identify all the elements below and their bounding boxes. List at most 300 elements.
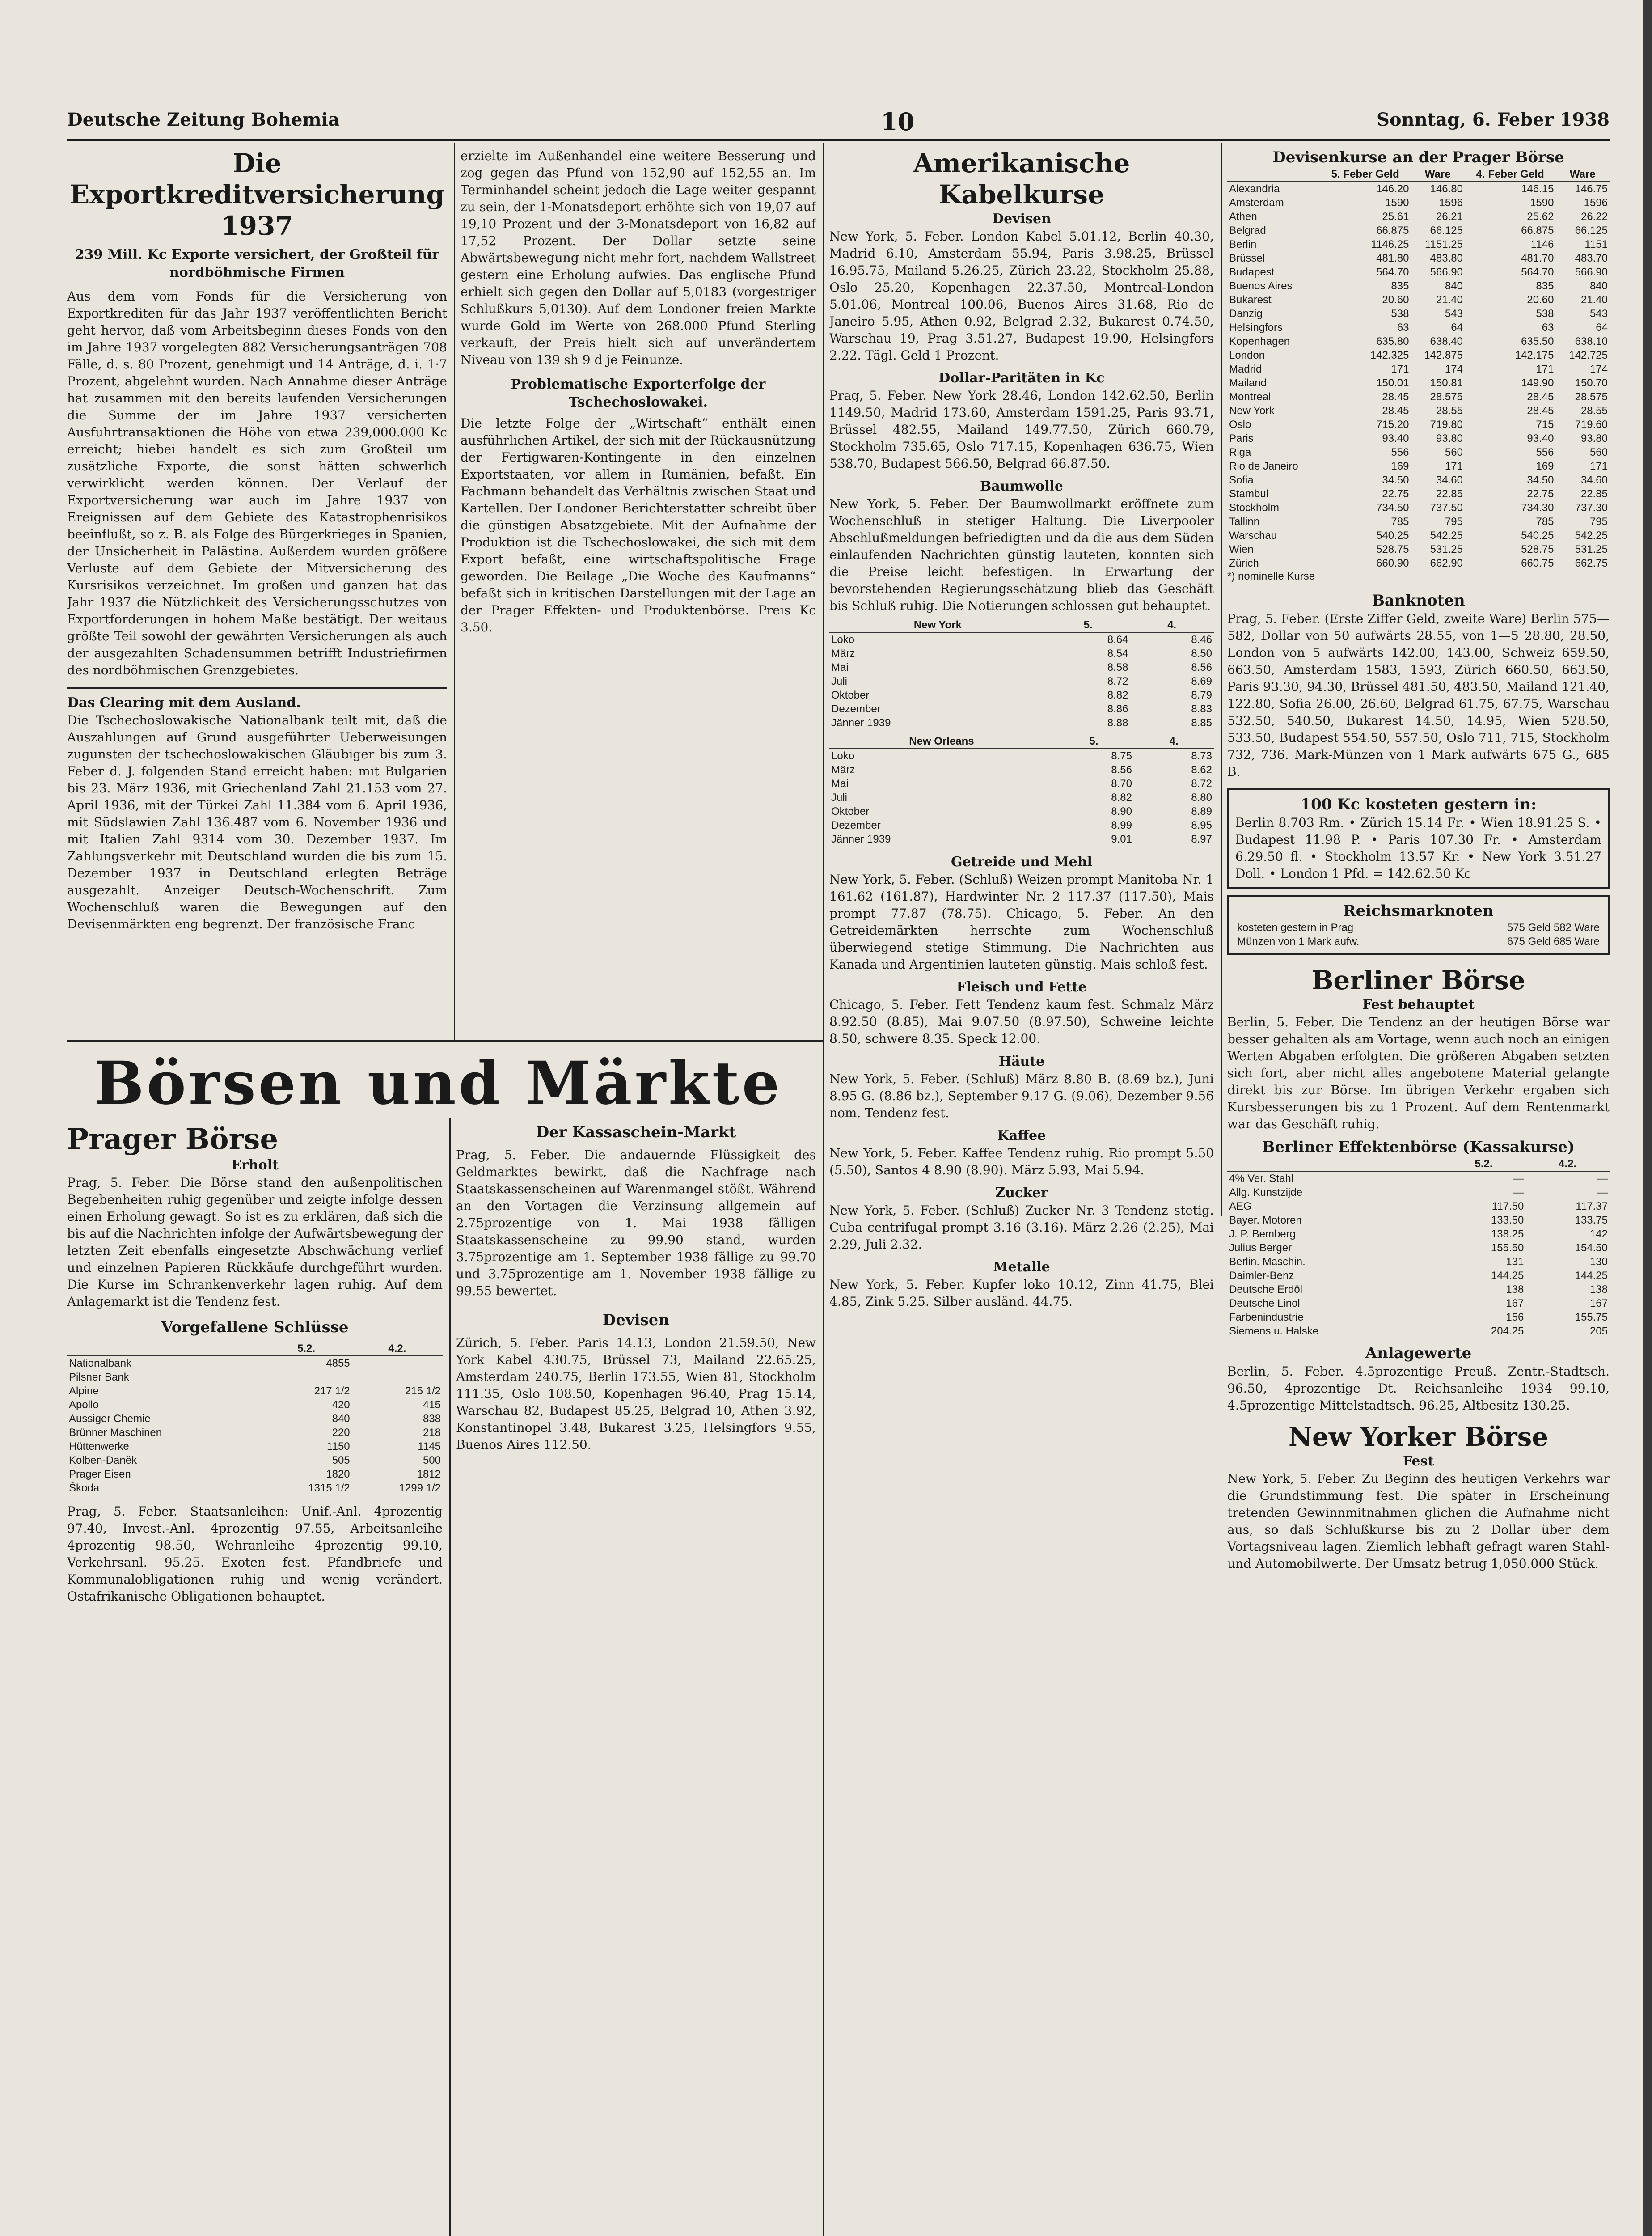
table-cell: 662.75 xyxy=(1575,557,1608,569)
table-cell: 483.80 xyxy=(1430,252,1463,264)
table-row xyxy=(1227,348,1610,362)
article-body: Prag, 5. Feber. Die Börse stand den außenpolitischen Begebenheiten ruhig gegenüber und zeigte infolge dessen einen Erholung gewagt. So ist es zu erklären, daß sich die bis auf die Nachrichten infolge der Aufwärtsbewegung der letzten Zeit ebenfalls eingesetzte Abschwächung verlief und einzelnen Papieren Rückkäufe durchgeführt wurden. Die Kurse im Schrankenverkehr lagen ruhig. Auf dem Anlagemarkt ist die Tendenz fest. xyxy=(67,1175,443,1309)
table-cell: 8.73 xyxy=(1191,750,1212,762)
table-cell: 34.60 xyxy=(1436,474,1463,486)
table-row xyxy=(829,777,1214,791)
table-row xyxy=(67,1426,443,1440)
table-cell: Zürich xyxy=(1229,557,1259,569)
table-cell: 220 xyxy=(332,1427,350,1439)
table-row xyxy=(1227,1324,1610,1338)
table-header: 5. Feber Geld xyxy=(1320,167,1411,182)
table-cell: 150.01 xyxy=(1376,377,1409,389)
table-cell: 8.85 xyxy=(1191,717,1212,729)
table-row xyxy=(1227,1269,1610,1283)
table-header: New York xyxy=(829,618,1046,632)
table-cell: 142.875 xyxy=(1424,349,1463,361)
table-row xyxy=(829,791,1214,805)
table-cell: Amsterdam xyxy=(1229,197,1284,209)
table-cell: 28.55 xyxy=(1580,405,1608,417)
table-cell: 719.80 xyxy=(1430,419,1463,431)
table-cell: 785 xyxy=(1536,516,1554,528)
table-cell: 8.75 xyxy=(1111,750,1132,762)
table-cell: Mai xyxy=(831,778,849,790)
article-export-insurance xyxy=(67,148,447,1038)
article-body: Berlin, 5. Feber. Die Tendenz an der heutigen Börse war besser gehalten als am Vortage, wenn auch noch an einigen Werten Abgaben erfolgten. Die größeren Abgaben setzten sich fort, aber nicht alles angebotene Material gelangte direkt bis zur Börse. Im übrigen Verkehr ergaben sich Kursbesserungen bis zu 1 Prozent. Auf dem Rentenmarkt war das Geschäft ruhig. xyxy=(1227,1015,1610,1131)
article-body: New York, 5. Feber. (Schluß) Weizen prompt Manitoba Nr. 1 161.62 (161.87), Hardwinter Nr. 2 117.37 (117.50), Mais prompt 77.87 (78.75). Chicago, 5. Feber. An den Getreidemärkten herrschte zum Wochenschluß überwiegend stetige Stimmung. Die Nachrichten aus Kanada und Argentinien lauteten günstig. Mais schloß fest. xyxy=(829,872,1214,972)
table-cell: 838 xyxy=(423,1413,441,1425)
table-cell: Juli xyxy=(831,675,848,687)
table-cell: — xyxy=(1597,1173,1608,1185)
table-row xyxy=(1227,237,1610,251)
table-cell: 638.40 xyxy=(1430,335,1463,347)
table-cell: 1590 xyxy=(1385,197,1409,209)
cotton-newyork-table xyxy=(829,618,1214,730)
table-cell: Budapest xyxy=(1229,266,1275,278)
table-cell: Deutsche Erdöl xyxy=(1229,1283,1303,1296)
table-cell: 556 xyxy=(1391,446,1409,458)
table-row xyxy=(1227,432,1610,445)
table-cell: 155.75 xyxy=(1575,1311,1608,1323)
table-cell: Juli xyxy=(831,792,848,804)
table-row xyxy=(1227,321,1610,335)
table-cell: 538 xyxy=(1536,308,1554,320)
table-cell: Loko xyxy=(831,634,855,646)
table-cell: 154.50 xyxy=(1575,1242,1608,1254)
table-cell: 25.61 xyxy=(1382,211,1409,223)
table-row xyxy=(1227,1171,1610,1186)
sub-title: Zucker xyxy=(995,1185,1048,1201)
table-row xyxy=(1227,307,1610,321)
table-cell: Aussiger Chemie xyxy=(69,1413,151,1425)
table-cell: Belgrad xyxy=(1229,224,1266,237)
table-cell: Stockholm xyxy=(1229,502,1280,514)
table-cell: 174 xyxy=(1589,363,1608,375)
table-cell: Apollo xyxy=(69,1399,99,1411)
table-cell: 133.50 xyxy=(1491,1214,1524,1226)
table-row xyxy=(1227,210,1610,224)
table-cell: 737.50 xyxy=(1430,502,1463,514)
table-cell: 21.40 xyxy=(1580,294,1608,306)
table-cell: 9.01 xyxy=(1111,833,1132,845)
table-row xyxy=(1227,473,1610,487)
table-title: Vorgefallene Schlüsse xyxy=(161,1318,349,1336)
table-row xyxy=(1227,1310,1610,1324)
table-cell: Jänner 1939 xyxy=(831,833,891,845)
column-rule xyxy=(449,1118,451,2236)
table-row xyxy=(1227,196,1610,210)
table-cell: 785 xyxy=(1391,516,1409,528)
sub-title: Fleisch und Fette xyxy=(956,979,1087,995)
article-body: New York, 5. Feber. Zu Beginn des heutigen Verkehrs war die Grundstimmung fest. Die später in Erscheinung tretenden Gewinnmitnahmen glichen die Aufnahme nicht aus, so daß Schlußkurse bis zu 2 Dollar über dem Vortagsniveau lagen. Ziemlich lebhaft gefragt waren Stahl- und Automobilwerte. Der Umsatz betrug 1,050.000 Stück. xyxy=(1227,1471,1610,1571)
table-cell: Kolben-Daněk xyxy=(69,1454,137,1466)
table-cell: Madrid xyxy=(1229,363,1262,375)
table-cell: 1820 xyxy=(326,1468,350,1480)
article-body: New York, 5. Feber. London Kabel 5.01.12, Berlin 40.30, Madrid 6.10, Amsterdam 55.94, Paris 3.98.25, Brüssel 16.95.75, Mailand 5.26.25, Zürich 23.22, Stockholm 25.88, Oslo 25.20, Kopenhagen 22.37.50, Montreal-London 5.01.06, Montreal 100.06, Buenos Aires 31.68, Rio de Janeiro 5.95, Athen 0.92, Belgrad 2.32, Bukarest 0.74.50, Warschau 19, Prag 3.51.27, Budapest 19.90, Helsingfors 2.22. Tägl. Geld 1 Prozent. xyxy=(829,229,1214,363)
section-title: Devisen xyxy=(602,1311,670,1329)
sub-title: Baumwolle xyxy=(980,479,1064,494)
table-cell: Prager Eisen xyxy=(69,1468,131,1480)
table-row xyxy=(1227,362,1610,376)
table-cell: Jänner 1939 xyxy=(831,717,891,729)
table-cell: 1590 xyxy=(1530,197,1554,209)
reichsmark-table xyxy=(1235,921,1601,949)
kassaschein-section xyxy=(456,1122,816,2236)
article-title: Das Clearing mit dem Ausland. xyxy=(67,695,301,711)
sub-title: Devisen xyxy=(992,211,1051,227)
table-row xyxy=(67,1356,443,1370)
table-header: 4. xyxy=(1134,734,1214,749)
table-cell: 8.50 xyxy=(1191,648,1212,660)
article-body: Chicago, 5. Feber. Fett Tendenz kaum fest. Schmalz März 8.92.50 (8.85), Mai 9.07.50 (8.97.50), Schweine leichte 8.50, schwere 8.35. Speck 12.00. xyxy=(829,997,1214,1046)
box-title: Reichsmarknoten xyxy=(1343,902,1494,920)
table-cell: Oslo xyxy=(1229,419,1251,431)
table-row xyxy=(1227,404,1610,418)
table-cell: 28.45 xyxy=(1382,391,1409,403)
article-body: erzielte im Außenhandel eine weitere Besserung und zog gegen das Pfund von 152,90 auf 152,55 an. Im Terminhandel scheint jedoch die Lage weiter gespannt zu sein, der 1-Monatsdeport erhöhte sich von 19,07 auf 19,10 Prozent und der 3-Monatsdeport von 16,82 auf 17,52 Prozent. Der Dollar setzte seine Abwärtsbewegung nicht mehr fort, nachdem Wallstreet gestern eine Erholung aufwies. Das englische Pfund erhielt sich gegen den Dollar auf 5,0183 (vorgestriger Schlußkurs 5,0130). Auf dem Londoner freien Markte wurde Gold im Werte von 268.000 Pfund Sterling verkauft, der Preis hielt sich auf unverändertem Niveau von 139 sh 9 d je Feinunze. xyxy=(461,148,816,367)
table-row xyxy=(829,674,1214,688)
table-row xyxy=(1227,418,1610,432)
table-cell: 660.90 xyxy=(1376,557,1409,569)
table-cell: 66.125 xyxy=(1575,224,1608,237)
section-title: Prager Börse xyxy=(67,1122,279,1156)
table-row xyxy=(1227,487,1610,501)
table-cell xyxy=(261,1370,351,1384)
reichsmark-box xyxy=(1227,895,1610,955)
table-cell: Alexandria xyxy=(1229,183,1280,195)
table-cell: 34.50 xyxy=(1382,474,1409,486)
table-cell: 1146.25 xyxy=(1371,238,1409,250)
table-cell: 93.80 xyxy=(1580,432,1608,445)
table-cell: 8.58 xyxy=(1107,661,1128,673)
table-header: Ware xyxy=(1411,167,1464,182)
table-row xyxy=(1227,390,1610,404)
article-body: New York, 5. Feber. Der Baumwollmarkt eröffnete zum Wochenschluß in stetiger Haltung. Die Liverpooler Abschlußmeldungen befriedigten und da die aus dem Süden einlaufenden Nachrichten günstig lauteten, konnten sich die Preise leicht befestigen. In Erwartung der bevorstehenden Regierungsschätzung blieb das Geschäft bis Schluß ruhig. Die Notierungen schlossen gut behauptet. xyxy=(829,496,1214,613)
table-cell: 540.25 xyxy=(1376,529,1409,542)
table-cell: 22.85 xyxy=(1436,488,1463,500)
table-cell: 21.40 xyxy=(1436,294,1463,306)
table-cell: 8.46 xyxy=(1191,634,1212,646)
table-cell: Münzen von 1 Mark aufw. xyxy=(1237,936,1360,948)
table-cell: 28.45 xyxy=(1382,405,1409,417)
table-cell: 8.97 xyxy=(1191,833,1212,845)
section-title: Banknoten xyxy=(1372,592,1465,610)
table-cell: Tallinn xyxy=(1229,516,1260,528)
sub-title: Metalle xyxy=(993,1259,1050,1275)
table-cell: 575 Geld 582 Ware xyxy=(1507,922,1600,934)
table-cell: 130 xyxy=(1589,1256,1608,1268)
table-cell: 543 xyxy=(1589,308,1608,320)
table-cell: Julius Berger xyxy=(1229,1242,1292,1254)
table-cell: Sofia xyxy=(1229,474,1254,486)
table-row xyxy=(1227,293,1610,307)
table-cell: — xyxy=(1513,1173,1524,1185)
table-cell: J. P. Bemberg xyxy=(1229,1228,1296,1240)
table-cell: 117.50 xyxy=(1491,1200,1524,1212)
table-cell: 22.75 xyxy=(1527,488,1554,500)
table-cell: 142.175 xyxy=(1515,349,1554,361)
section-title: Berliner Börse xyxy=(1311,965,1525,995)
table-cell: 63 xyxy=(1542,322,1554,334)
table-row xyxy=(1227,501,1610,515)
column-rule xyxy=(454,143,455,1042)
table-row xyxy=(1227,529,1610,542)
table-cell: 169 xyxy=(1536,460,1554,472)
table-cell: 171 xyxy=(1589,460,1608,472)
table-cell: 142 xyxy=(1589,1228,1608,1240)
table-cell: 215 1/2 xyxy=(405,1385,441,1397)
article-body: Prag, 5. Feber. New York 28.46, London 142.62.50, Berlin 1149.50, Madrid 173.60, Amsterdam 1591.25, Paris 93.71, Brüssel 482.55, Mailand 149.77.50, Zürich 660.79, Stockholm 735.65, Oslo 717.15, Kopenhagen 636.75, Wien 538.70, Budapest 566.50, Belgrad 66.87.50. xyxy=(829,388,1214,471)
table-row xyxy=(1227,279,1610,293)
article-body: Prag, 5. Feber. Staatsanleihen: Unif.-Anl. 4prozentig 97.40, Invest.-Anl. 4prozentig 97.55, Arbeitsanleihe 4prozentig 98.50, Wehranleihe 4prozentig 99.10, Verkehrsanl. 95.25. Exoten fest. Pfandbriefe und Kommunalobligationen ruhig und wenig verändert. Ostafrikanische Obligationen behauptet. xyxy=(67,1504,443,1604)
table-cell: 66.875 xyxy=(1521,224,1554,237)
table-cell: 566.90 xyxy=(1575,266,1608,278)
table-cell: — xyxy=(1597,1186,1608,1198)
table-cell: 719.60 xyxy=(1575,419,1608,431)
table-cell: Siemens u. Halske xyxy=(1229,1325,1319,1337)
table-cell: Brüssel xyxy=(1229,252,1265,264)
table-row xyxy=(1227,445,1610,459)
table-cell: 8.86 xyxy=(1107,703,1128,715)
table-cell: Dezember xyxy=(831,819,881,831)
column-rule xyxy=(823,143,824,2236)
table-header: Ware xyxy=(1555,167,1610,182)
table-cell: Oktober xyxy=(831,805,870,817)
table-cell: 8.80 xyxy=(1191,792,1212,804)
table-cell: 564.70 xyxy=(1521,266,1554,278)
table-title: Berliner Effektenbörse (Kassakurse) xyxy=(1262,1138,1575,1156)
table-row xyxy=(1227,376,1610,390)
table-row xyxy=(1227,1227,1610,1241)
table-cell: 1151 xyxy=(1584,238,1608,250)
table-cell: 543 xyxy=(1445,308,1463,320)
table-header: New Orleans xyxy=(829,734,1054,749)
article-title: Problematische Exporterfolge der Tschechoslowakei. xyxy=(511,377,766,410)
table-cell: Rio de Janeiro xyxy=(1229,460,1298,472)
table-cell: 542.25 xyxy=(1575,529,1608,542)
table-cell: Daimler-Benz xyxy=(1229,1270,1294,1282)
table-cell: 146.80 xyxy=(1430,183,1463,195)
table-cell: 8.89 xyxy=(1191,805,1212,817)
table-cell: 542.25 xyxy=(1430,529,1463,542)
table-cell: 560 xyxy=(1589,446,1608,458)
table-cell: 64 xyxy=(1451,322,1463,334)
table-cell: 8.56 xyxy=(1191,661,1212,673)
table-cell: Berlin. Maschin. xyxy=(1229,1256,1306,1268)
divider xyxy=(67,687,447,689)
article-body: New York, 5. Feber. (Schluß) März 8.80 B. (8.69 bz.), Juni 8.95 G. (8.86 bz.), September 9.17 G. (9.06), Dezember 9.56 nom. Tendenz fest. xyxy=(829,1071,1214,1120)
sub-title: Kaffee xyxy=(997,1128,1046,1143)
table-cell: 8.56 xyxy=(1111,764,1132,776)
article-body: New York, 5. Feber. Kaffee Tendenz ruhig. Rio prompt 5.50 (5.50), Santos 4 8.90 (8.90). März 5.93, Mai 5.94. xyxy=(829,1146,1214,1177)
table-cell: Bukarest xyxy=(1229,294,1272,306)
table-cell: kosteten gestern in Prag xyxy=(1237,922,1354,934)
table-row xyxy=(1227,265,1610,279)
table-cell: 795 xyxy=(1445,516,1463,528)
table-cell: 1150 xyxy=(327,1440,350,1453)
table-cell: 8.83 xyxy=(1191,703,1212,715)
table-cell: 34.60 xyxy=(1580,474,1608,486)
table-cell: Riga xyxy=(1229,446,1251,458)
section-subtitle: Fest behauptet xyxy=(1362,997,1475,1012)
table-cell: 93.40 xyxy=(1527,432,1554,445)
table-cell: 150.70 xyxy=(1575,377,1608,389)
table-row xyxy=(1235,921,1601,935)
table-row xyxy=(1227,1255,1610,1269)
section-banner: Börsen und Märkte xyxy=(94,1049,782,1118)
table-cell: 218 xyxy=(423,1427,441,1439)
table-cell: 131 xyxy=(1506,1256,1524,1268)
masthead xyxy=(67,107,1610,141)
box-title: 100 Kc kosteten gestern in: xyxy=(1300,796,1537,813)
table-cell: London xyxy=(1229,349,1265,361)
table-cell: 8.69 xyxy=(1191,675,1212,687)
section-title: Anlagewerte xyxy=(1365,1344,1472,1362)
table-row xyxy=(829,702,1214,716)
table-cell: 8.82 xyxy=(1107,689,1128,701)
table-header: 5.2. xyxy=(1442,1157,1526,1171)
table-cell: 840 xyxy=(1589,280,1608,292)
table-cell: Warschau xyxy=(1229,529,1277,542)
table-cell: 8.90 xyxy=(1111,805,1132,817)
table-cell: 20.60 xyxy=(1527,294,1554,306)
table-cell: 8.54 xyxy=(1107,648,1128,660)
table-cell: 66.875 xyxy=(1376,224,1409,237)
section-rule xyxy=(67,1040,823,1042)
table-cell: 1145 xyxy=(418,1440,441,1453)
table-cell: 715.20 xyxy=(1376,419,1409,431)
table-cell: 149.90 xyxy=(1521,377,1554,389)
table-cell: 481.70 xyxy=(1521,252,1554,264)
table-row xyxy=(1227,1296,1610,1310)
table-cell: 146.20 xyxy=(1376,183,1409,195)
table-cell: 1596 xyxy=(1584,197,1608,209)
table-header: 4. Feber Geld xyxy=(1465,167,1556,182)
table-cell: 1596 xyxy=(1439,197,1463,209)
table-cell: 64 xyxy=(1596,322,1608,334)
table-cell: 4855 xyxy=(326,1357,350,1369)
table-cell: Škoda xyxy=(69,1482,100,1494)
table-row xyxy=(67,1370,443,1384)
cotton-orleans-table xyxy=(829,734,1214,846)
table-row xyxy=(67,1398,443,1412)
table-cell: 1812 xyxy=(417,1468,441,1480)
table-row xyxy=(1227,1199,1610,1213)
table-cell: Kopenhagen xyxy=(1229,335,1290,347)
table-cell: 483.70 xyxy=(1575,252,1608,264)
table-cell: 8.64 xyxy=(1107,634,1128,646)
table-cell: 8.95 xyxy=(1191,819,1212,831)
article-continuation xyxy=(461,148,816,1038)
article-body: New York, 5. Feber. (Schluß) Zucker Nr. 3 Tendenz stetig. Cuba centrifugal prompt 3.16 (3.16). März 2.26 (2.25), Mai 2.29, Juli 2.32. xyxy=(829,1203,1214,1252)
table-cell: 415 xyxy=(423,1399,441,1411)
table-row xyxy=(1227,556,1610,570)
article-body: New York, 5. Feber. Kupfer loko 10.12, Zinn 41.75, Blei 4.85, Zink 5.25. Silber ausländ. 44.75. xyxy=(829,1277,1214,1309)
table-cell: 540.25 xyxy=(1521,529,1554,542)
section-subtitle: Erholt xyxy=(231,1157,279,1173)
table-row xyxy=(829,632,1214,647)
table-cell: März xyxy=(831,648,855,660)
table-row xyxy=(1227,515,1610,529)
footnote: *) nominelle Kurse xyxy=(1227,570,1315,582)
table-cell: 28.45 xyxy=(1527,405,1554,417)
sub-title: Dollar-Paritäten in Kc xyxy=(938,370,1105,386)
table-cell: Alpine xyxy=(69,1385,99,1397)
table-cell: 171 xyxy=(1445,460,1463,472)
column-rule xyxy=(1221,143,1222,1216)
table-cell: 93.80 xyxy=(1436,432,1463,445)
table-cell: 66.125 xyxy=(1430,224,1463,237)
table-cell: New York xyxy=(1229,405,1275,417)
table-cell: 531.25 xyxy=(1430,543,1463,555)
table-cell: 528.75 xyxy=(1376,543,1409,555)
table-cell: Stambul xyxy=(1229,488,1269,500)
table-header: 5. xyxy=(1046,618,1130,632)
table-cell: 481.80 xyxy=(1376,252,1409,264)
table-row xyxy=(1227,1283,1610,1296)
table-row xyxy=(1227,542,1610,556)
table-cell xyxy=(352,1356,443,1370)
table-header: 5. xyxy=(1054,734,1134,749)
hundert-kc-box xyxy=(1227,788,1610,889)
table-cell: Buenos Aires xyxy=(1229,280,1293,292)
table-cell: 138.25 xyxy=(1491,1228,1524,1240)
newspaper-name: Deutsche Zeitung Bohemia xyxy=(67,109,340,130)
table-cell: 4% Ver. Stahl xyxy=(1229,1173,1294,1185)
table-row xyxy=(1227,224,1610,237)
table-cell: 25.62 xyxy=(1527,211,1554,223)
table-cell: 138 xyxy=(1589,1283,1608,1296)
table-row xyxy=(829,832,1214,846)
table-row xyxy=(829,749,1214,763)
table-cell: 556 xyxy=(1536,446,1554,458)
table-cell: 169 xyxy=(1391,460,1409,472)
table-cell: 171 xyxy=(1536,363,1554,375)
table-cell: 734.50 xyxy=(1376,502,1409,514)
section-title: Devisenkurse an der Prager Börse xyxy=(1272,148,1564,166)
table-header xyxy=(1227,167,1320,182)
table-row xyxy=(67,1453,443,1467)
section-subtitle: Fest xyxy=(1403,1453,1434,1469)
table-cell: — xyxy=(1513,1186,1524,1198)
table-cell: 734.30 xyxy=(1521,502,1554,514)
amerikanische-kabelkurse xyxy=(829,148,1214,2236)
table-cell: 715 xyxy=(1536,419,1554,431)
table-cell: Farbenindustrie xyxy=(1229,1311,1304,1323)
table-cell: März xyxy=(831,764,855,776)
table-row xyxy=(1227,459,1610,473)
table-cell: 420 xyxy=(332,1399,350,1411)
table-row xyxy=(829,661,1214,674)
table-row xyxy=(1227,251,1610,265)
table-cell: 22.75 xyxy=(1382,488,1409,500)
table-row xyxy=(829,818,1214,832)
table-cell: 142.725 xyxy=(1569,349,1608,361)
table-cell: Pilsner Bank xyxy=(69,1371,129,1383)
box-body: Berlin 8.703 Rm. • Zürich 15.14 Fr. • Wien 18.91.25 S. • Budapest 11.98 P. • Paris 107.30 Fr. • Amsterdam 6.29.50 fl. • Stockholm 13.57 Kr. • New York 3.51.27 Doll. • London 1 Pfd. = 142.62.50 Kc xyxy=(1235,815,1601,881)
article-body: Berlin, 5. Feber. 4.5prozentige Preuß. Zentr.-Stadtsch. 96.50, 4prozentige Dt. Reichsanleihe 1934 99.10, 4.5prozentige Mittelstadtsch. 96.25, Altbesitz 130.25. xyxy=(1227,1364,1610,1413)
table-cell: Mai xyxy=(831,661,849,673)
table-cell: 138 xyxy=(1506,1283,1524,1296)
table-cell: 566.90 xyxy=(1430,266,1463,278)
table-row xyxy=(1227,1186,1610,1199)
table-row xyxy=(1227,182,1610,196)
table-cell: 22.85 xyxy=(1580,488,1608,500)
section-title: New Yorker Börse xyxy=(1288,1422,1549,1452)
table-cell: 660.75 xyxy=(1521,557,1554,569)
table-cell: 8.82 xyxy=(1111,792,1132,804)
table-cell: Bayer. Motoren xyxy=(1229,1214,1302,1226)
table-cell: 564.70 xyxy=(1376,266,1409,278)
